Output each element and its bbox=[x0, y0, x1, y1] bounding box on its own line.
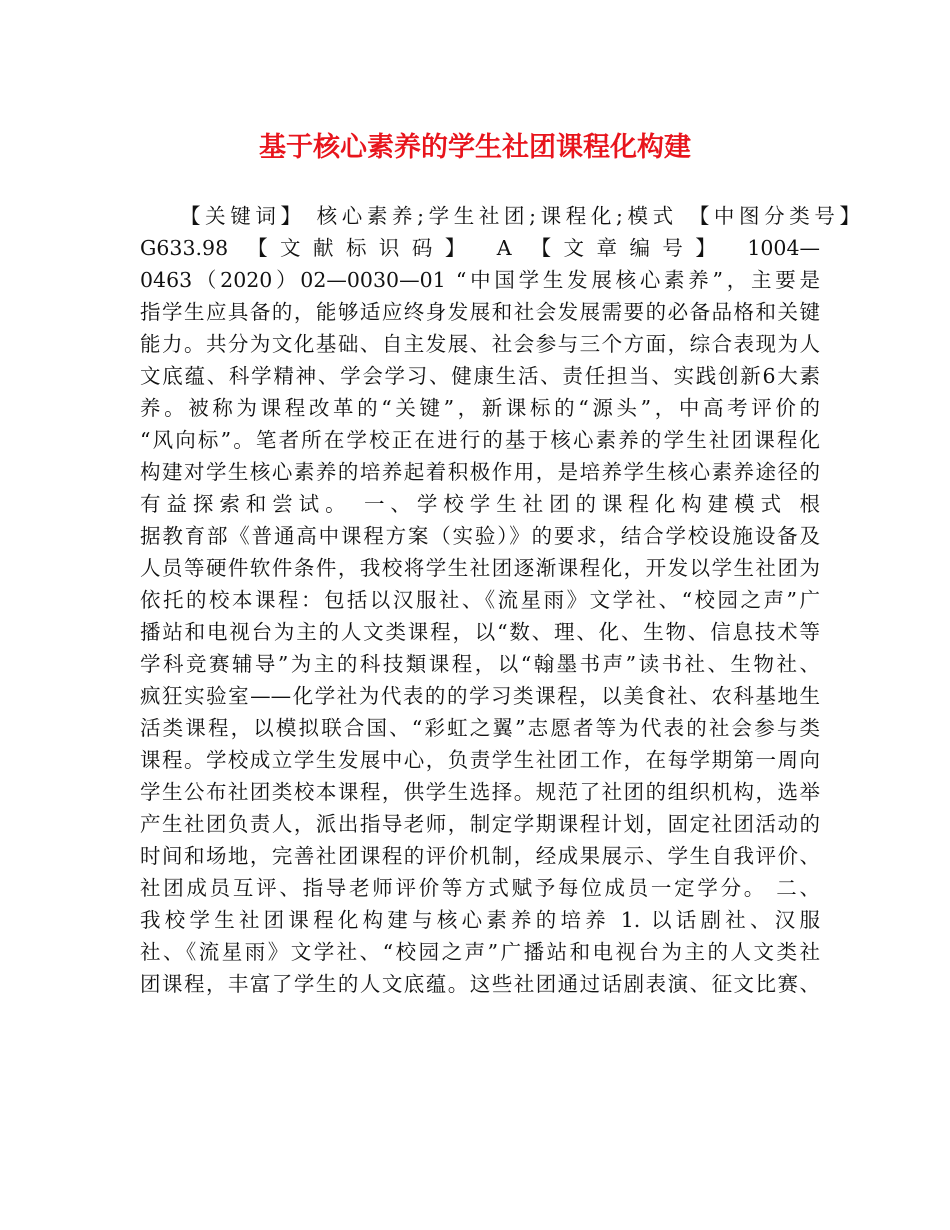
text-line: 我校学生社团课程化构建与核心素养的培养 1. 以话剧社、汉服 bbox=[140, 908, 820, 932]
text-line: 活类课程，以模拟联合国、“彩虹之翼”志愿者等为代表的社会参与类 bbox=[140, 716, 820, 740]
text-line: 团课程，丰富了学生的人文底蕴。这些社团通过话剧表演、征文比赛、 bbox=[140, 972, 820, 996]
text-line: 社、《流星雨》文学社、“校园之声”广播站和电视台为主的人文类社 bbox=[140, 940, 820, 964]
text-line: 时间和场地，完善社团课程的评价机制，经成果展示、学生自我评价、 bbox=[140, 844, 820, 868]
text-line: 能力。共分为文化基础、自主发展、社会参与三个方面，综合表现为人 bbox=[140, 332, 820, 356]
text-line: 有益探索和尝试。 一、学校学生社团的课程化构建模式 根 bbox=[140, 492, 820, 516]
text-line: 养。被称为课程改革的“关键”，新课标的“源头”，中高考评价的 bbox=[140, 396, 820, 420]
text-line: 人员等硬件软件条件，我校将学生社团逐渐课程化，开发以学生社团为 bbox=[140, 556, 820, 580]
text-line: 学科竞赛辅导”为主的科技類课程，以“翰墨书声”读书社、生物社、 bbox=[140, 652, 820, 676]
text-line: 构建对学生核心素养的培养起着积极作用，是培养学生核心素养途径的 bbox=[140, 460, 820, 484]
text-line: “风向标”。笔者所在学校正在进行的基于核心素养的学生社团课程化 bbox=[140, 428, 820, 452]
text-line: 课程。学校成立学生发展中心，负责学生社团工作，在每学期第一周向 bbox=[140, 748, 820, 772]
text-line: 文底蕴、科学精神、学会学习、健康生活、责任担当、实践创新6大素 bbox=[140, 364, 820, 388]
text-line: 指学生应具备的，能够适应终身发展和社会发展需要的必备品格和关键 bbox=[140, 300, 820, 324]
text-line: 疯狂实验室——化学社为代表的的学习类课程，以美食社、农科基地生 bbox=[140, 684, 820, 708]
document-body bbox=[140, 200, 860, 1000]
text-line: 学生公布社团类校本课程，供学生选择。规范了社团的组织机构，选举 bbox=[140, 780, 820, 804]
document-title: 基于核心素养的学生社团课程化构建 bbox=[259, 132, 691, 163]
text-line: 社团成员互评、指导老师评价等方式赋予每位成员一定学分。 二、 bbox=[140, 876, 820, 900]
text-line: 【关键词】 核心素养;学生社团;课程化;模式 【中图分类号】 bbox=[180, 204, 860, 228]
text-line: 0463（2020）02—0030—01 “中国学生发展核心素养”，主要是 bbox=[140, 268, 820, 292]
text-line: 播站和电视台为主的人文类课程，以“数、理、化、生物、信息技术等 bbox=[140, 620, 820, 644]
text-line: 据教育部《普通高中课程方案（实验）》的要求，结合学校设施设备及 bbox=[140, 524, 820, 548]
text-line: 产生社团负责人，派出指导老师，制定学期课程计划，固定社团活动的 bbox=[140, 812, 820, 836]
text-line: 依托的校本课程：包括以汉服社、《流星雨》文学社、“校园之声”广 bbox=[140, 588, 820, 612]
text-line: G633.98 【文献标识码】 A 【文章编号】 1004— bbox=[140, 236, 820, 260]
